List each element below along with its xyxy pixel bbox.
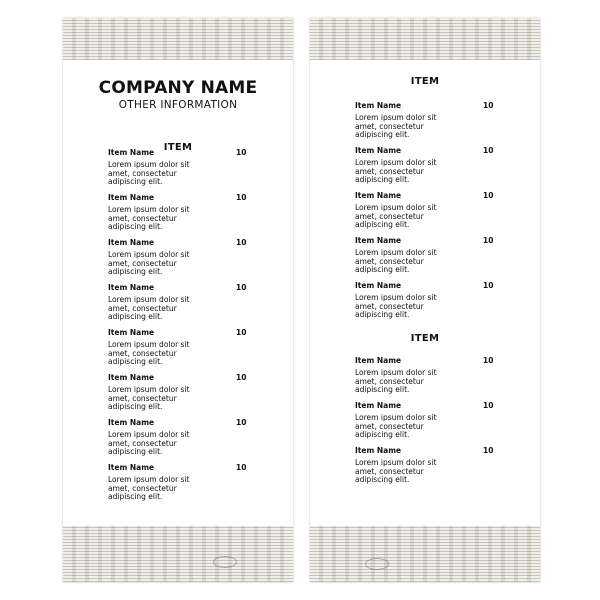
section-title: ITEM <box>163 142 193 153</box>
item-price: 10 <box>483 401 494 410</box>
list-item <box>310 401 540 446</box>
item-description: Lorem ipsum dolor sit amet, consectetur adipiscing elit. <box>108 250 190 277</box>
wood-knot-icon <box>365 558 389 570</box>
wood-footer-texture <box>310 526 540 582</box>
item-description: Lorem ipsum dolor sit amet, consectetur adipiscing elit. <box>108 430 190 457</box>
list-item <box>310 281 540 326</box>
item-name: Item Name <box>355 356 402 365</box>
item-price: 10 <box>236 193 247 202</box>
item-description: Lorem ipsum dolor sit amet, consectetur adipiscing elit. <box>108 160 190 187</box>
list-item <box>63 238 293 283</box>
item-price: 10 <box>236 463 247 472</box>
item-name: Item Name <box>355 446 402 455</box>
item-name: Item Name <box>355 101 402 110</box>
item-price: 10 <box>236 418 247 427</box>
item-name: Item Name <box>355 401 402 410</box>
item-name: Item Name <box>355 191 402 200</box>
list-item <box>63 193 293 238</box>
item-description: Lorem ipsum dolor sit amet, consectetur adipiscing elit. <box>108 385 190 412</box>
wood-header-texture <box>310 18 540 60</box>
item-name: Item Name <box>108 283 155 292</box>
wood-header-texture <box>63 18 293 60</box>
item-price: 10 <box>483 101 494 110</box>
list-item <box>63 283 293 328</box>
other-information: OTHER INFORMATION <box>118 99 238 111</box>
list-item <box>63 148 293 193</box>
menu-header <box>63 78 293 112</box>
item-description: Lorem ipsum dolor sit amet, consectetur adipiscing elit. <box>355 293 437 320</box>
list-item <box>63 463 293 508</box>
list-item <box>310 446 540 491</box>
item-price: 10 <box>236 283 247 292</box>
list-item <box>63 328 293 373</box>
item-name: Item Name <box>108 463 155 472</box>
item-price: 10 <box>483 146 494 155</box>
item-list <box>63 148 293 508</box>
item-description: Lorem ipsum dolor sit amet, consectetur adipiscing elit. <box>355 368 437 395</box>
list-item <box>310 191 540 236</box>
item-name: Item Name <box>108 193 155 202</box>
menu-card-right <box>310 18 540 582</box>
item-description: Lorem ipsum dolor sit amet, consectetur adipiscing elit. <box>108 295 190 322</box>
item-list <box>310 101 540 326</box>
list-item <box>310 146 540 191</box>
list-item <box>63 418 293 463</box>
item-name: Item Name <box>108 418 155 427</box>
list-item <box>63 373 293 418</box>
company-name: COMPANY NAME <box>98 78 258 98</box>
item-price: 10 <box>483 356 494 365</box>
item-list <box>310 356 540 491</box>
item-name: Item Name <box>355 281 402 290</box>
item-price: 10 <box>236 328 247 337</box>
item-price: 10 <box>483 281 494 290</box>
item-name: Item Name <box>108 373 155 382</box>
item-description: Lorem ipsum dolor sit amet, consectetur adipiscing elit. <box>108 475 190 502</box>
wood-footer-texture <box>63 526 293 582</box>
wood-knot-icon <box>213 556 237 568</box>
item-description: Lorem ipsum dolor sit amet, consectetur adipiscing elit. <box>355 413 437 440</box>
section-title: ITEM <box>410 76 440 87</box>
list-item <box>310 356 540 401</box>
item-price: 10 <box>483 236 494 245</box>
item-price: 10 <box>236 148 247 157</box>
item-price: 10 <box>483 191 494 200</box>
item-price: 10 <box>483 446 494 455</box>
item-name: Item Name <box>108 238 155 247</box>
item-name: Item Name <box>108 328 155 337</box>
item-description: Lorem ipsum dolor sit amet, consectetur adipiscing elit. <box>355 158 437 185</box>
item-description: Lorem ipsum dolor sit amet, consectetur adipiscing elit. <box>355 203 437 230</box>
item-price: 10 <box>236 373 247 382</box>
list-item <box>310 236 540 281</box>
item-name: Item Name <box>108 148 155 157</box>
item-name: Item Name <box>355 236 402 245</box>
list-item <box>310 101 540 146</box>
item-description: Lorem ipsum dolor sit amet, consectetur adipiscing elit. <box>108 205 190 232</box>
item-name: Item Name <box>355 146 402 155</box>
section-title: ITEM <box>410 333 440 344</box>
menu-card-left <box>63 18 293 582</box>
item-description: Lorem ipsum dolor sit amet, consectetur adipiscing elit. <box>355 113 437 140</box>
item-price: 10 <box>236 238 247 247</box>
item-description: Lorem ipsum dolor sit amet, consectetur adipiscing elit. <box>355 248 437 275</box>
item-description: Lorem ipsum dolor sit amet, consectetur adipiscing elit. <box>108 340 190 367</box>
item-description: Lorem ipsum dolor sit amet, consectetur adipiscing elit. <box>355 458 437 485</box>
